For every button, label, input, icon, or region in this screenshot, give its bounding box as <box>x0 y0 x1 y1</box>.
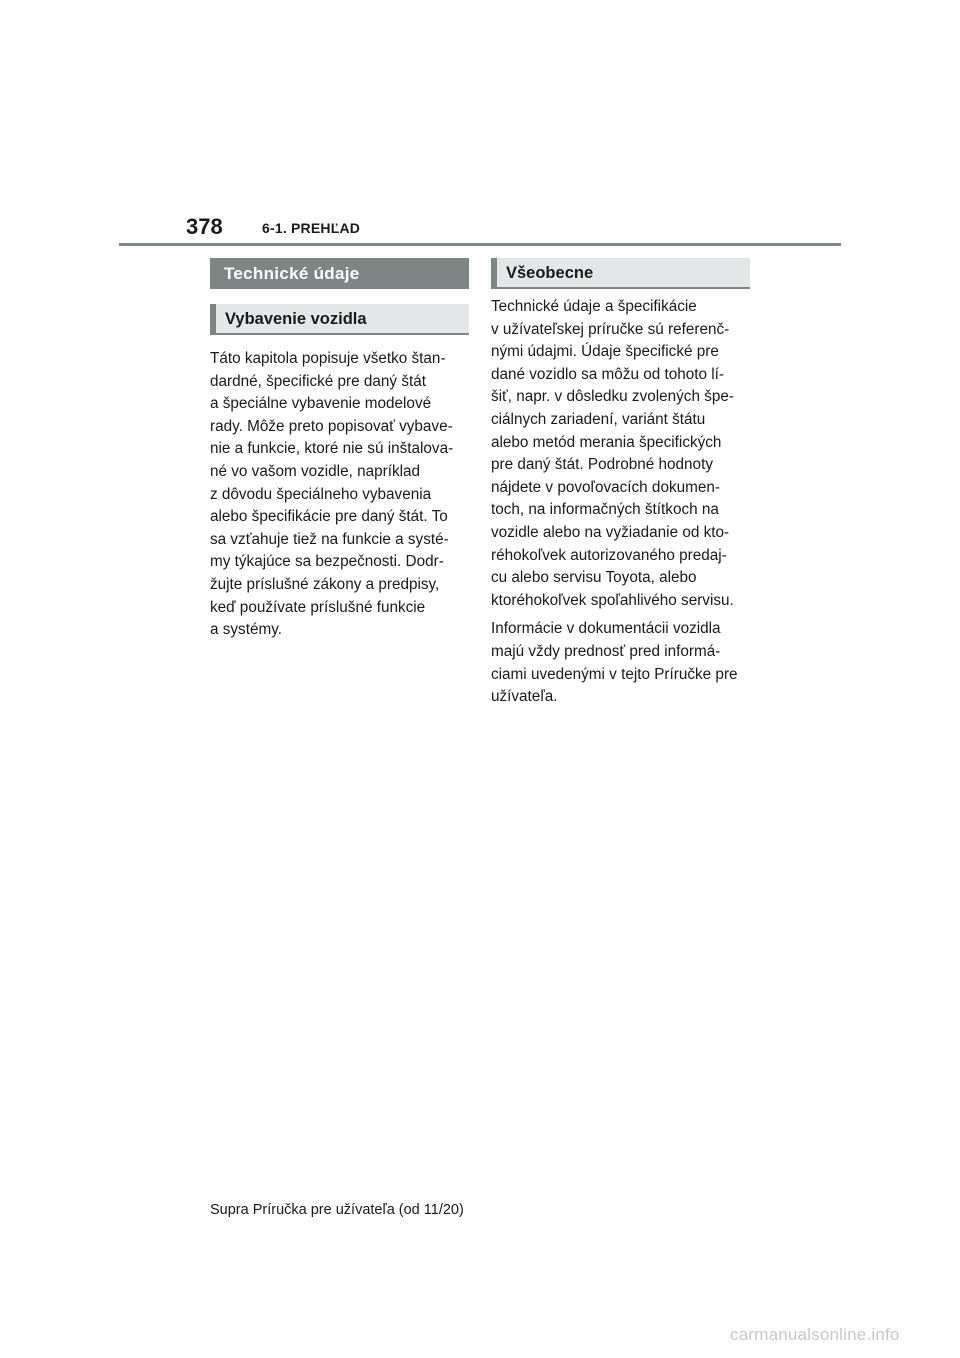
text-line: my týkajúce sa bezpečnosti. Dodr- <box>210 553 444 571</box>
watermark: carmanualsonline.info <box>730 1325 900 1344</box>
left-body-paragraph <box>210 348 469 642</box>
text-line: a systémy. <box>210 621 282 639</box>
text-line: dané vozidlo sa môžu od tohoto lí- <box>491 365 724 383</box>
text-line: nie a funkcie, ktoré nie sú inštalova- <box>210 440 454 458</box>
header-divider <box>119 243 841 246</box>
text-line: užívateľa. <box>491 688 558 706</box>
text-line: vozidle alebo na vyžiadanie od kto- <box>491 523 730 541</box>
right-body-paragraph-2 <box>491 618 750 708</box>
text-line: žujte príslušné zákony a predpisy, <box>210 575 440 593</box>
text-line: Technické údaje a špecifikácie <box>491 298 697 315</box>
right-column <box>491 258 750 709</box>
left-column <box>210 258 469 642</box>
subsection-title-vehicle-equipment: Vybavenie vozidla <box>210 304 469 335</box>
text-line: pre daný štát. Podrobné hodnoty <box>491 456 713 474</box>
page-footer: Supra Príručka pre užívateľa (od 11/20) <box>210 1202 464 1218</box>
text-line: ktoréhokoľvek spoľahlivého servisu. <box>491 591 734 609</box>
text-line: rady. Môže preto popisovať vybave- <box>210 417 453 435</box>
text-line: cu alebo servisu Toyota, alebo <box>491 569 697 587</box>
text-line: ciálnych zariadení, variánt štátu <box>491 410 706 428</box>
subsection-title-general: Všeobecne <box>491 258 750 289</box>
page-number: 378 <box>186 214 223 239</box>
text-line: majú vždy prednosť pred informá- <box>491 642 721 660</box>
text-line: réhokoľvek autorizovaného predaj- <box>491 546 727 564</box>
text-line: alebo špecifikácie pre daný štát. To <box>210 508 448 526</box>
text-line: toch, na informačných štítkoch na <box>491 501 719 519</box>
text-line: z dôvodu špeciálneho vybavenia <box>210 485 432 503</box>
section-title-bar: Technické údaje <box>210 258 469 289</box>
text-line: alebo metód merania špecifických <box>491 433 722 451</box>
text-line: né vo vašom vozidle, napríklad <box>210 462 421 480</box>
section-header: 6-1. PREHĽAD <box>262 220 361 236</box>
text-line: a špeciálne vybavenie modelové <box>210 395 432 413</box>
text-line: Táto kapitola popisuje všetko štan- <box>210 350 446 367</box>
right-body-paragraph-1 <box>491 296 750 612</box>
text-line: v užívateľskej príručke sú referenč- <box>491 320 730 338</box>
text-line: ciami uvedenými v tejto Príručke pre <box>491 665 738 683</box>
text-line: dardné, špecifické pre daný štát <box>210 372 426 390</box>
text-line: nájdete v povoľovacích dokumen- <box>491 478 720 496</box>
text-line: sa vzťahuje tiež na funkcie a systé- <box>210 530 449 548</box>
text-line: šiť, napr. v dôsledku zvolených špe- <box>491 388 734 406</box>
text-line: Informácie v dokumentácii vozidla <box>491 620 721 638</box>
text-line: nými údajmi. Údaje špecifické pre <box>491 343 719 361</box>
text-line: keď používate príslušné funkcie <box>210 598 426 616</box>
